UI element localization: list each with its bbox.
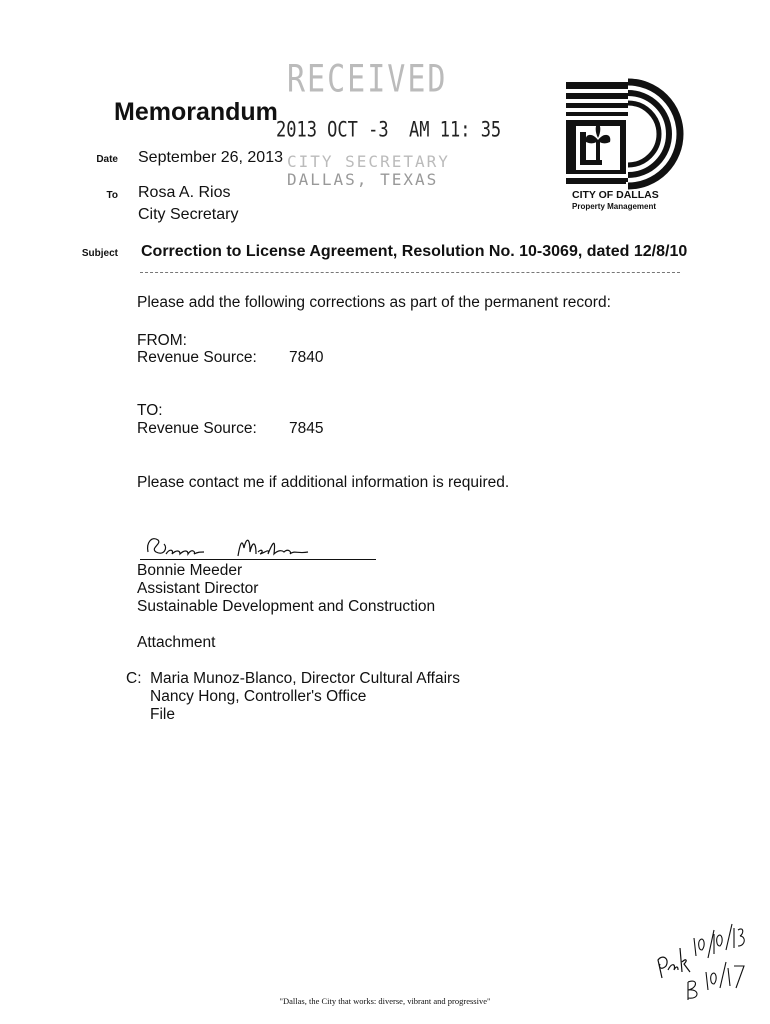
logo-department: Property Management <box>572 202 657 211</box>
cc-line-2: Nancy Hong, Controller's Office <box>150 688 367 705</box>
signer-dept: Sustainable Development and Construction <box>137 598 436 615</box>
to-field: Revenue Source: <box>137 420 257 437</box>
to-label: To <box>106 190 118 201</box>
cc-line-3: File <box>150 706 175 723</box>
to-title: City Secretary <box>138 206 239 223</box>
received-office-line1: CITY SECRETARY <box>287 152 450 171</box>
from-value: 7840 <box>289 349 324 366</box>
received-stamp <box>287 58 448 102</box>
subject-divider <box>140 272 680 273</box>
to-value: 7845 <box>289 420 324 437</box>
from-field: Revenue Source: <box>137 349 257 366</box>
to-name: Rosa A. Rios <box>138 184 231 201</box>
signer-title: Assistant Director <box>137 580 259 597</box>
attachment-note: Attachment <box>137 634 216 651</box>
footer-motto: "Dallas, the City that works: diverse, vibrant and progressive" <box>279 996 491 1006</box>
received-office-line2: DALLAS, TEXAS <box>287 170 439 189</box>
received-datetime: 2013 OCT -3 AM 11: 35 <box>276 117 502 143</box>
logo-city-name: CITY OF DALLAS <box>572 189 659 201</box>
subject-label: Subject <box>81 248 118 259</box>
subject-value: Correction to License Agreement, Resolution No. 10-3069, dated 12/8/10 <box>141 243 688 260</box>
closing-text: Please contact me if additional information is required. <box>137 474 510 491</box>
intro-text: Please add the following corrections as part of the permanent record: <box>137 294 611 311</box>
date-label: Date <box>96 154 118 165</box>
city-of-dallas-logo-icon <box>562 78 694 190</box>
signature-line <box>140 559 376 560</box>
handwritten-initials-icon <box>648 918 764 1002</box>
date-value: September 26, 2013 <box>138 149 283 166</box>
from-label: FROM: <box>137 332 187 349</box>
received-stamp-text: RECEIVED <box>287 57 448 102</box>
signer-name: Bonnie Meeder <box>137 562 243 579</box>
city-logo <box>562 78 694 190</box>
memo-title: Memorandum <box>114 98 278 126</box>
to-section-label: TO: <box>137 402 163 419</box>
handwritten-annotation <box>648 918 764 1002</box>
cc-line-1: C: Maria Munoz-Blanco, Director Cultural Affairs <box>126 670 460 687</box>
